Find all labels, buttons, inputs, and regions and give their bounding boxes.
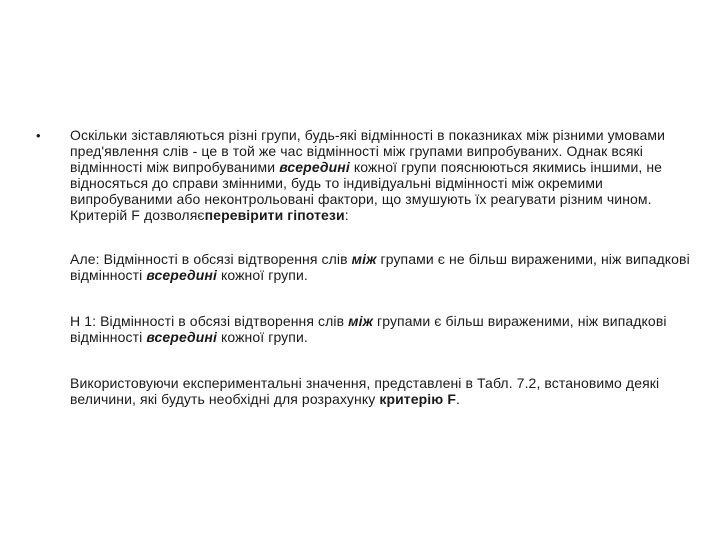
intro-colon: : [344,207,349,223]
paragraph-null-hypothesis [70,251,690,283]
h1-text-2: групами є більш вираженими, ніж випадкові відмінності [70,313,667,345]
intro-text: Оскільки зіставляються різні групи, будь-які відмінності в показниках між різними умовами пред'явлення слів - це в той же час відмінності між групами випробуваних. Однак всякі відмінності між випробуваними [70,127,666,175]
emphasis-within: всередині [279,159,350,175]
h0-text-1: Але: Відмінності в обсязі відтворення слів [70,251,352,267]
intro-text-continued: кожної групи пояснюються якимись іншими, не відносяться до справи змінними, будь то індивідуальні відмінності між окремими випробуваними або неконтрольовані фактори, що змушують їх реагувати різним чином. Критерій F дозволяє [70,159,663,223]
paragraph-intro [70,127,690,223]
h1-emphasis-within: всередині [146,329,217,345]
h0-text-3: кожної групи. [216,267,308,283]
h1-emphasis-between: між [348,313,374,329]
paragraph-calculation [70,375,690,407]
paragraph-alt-hypothesis [70,313,690,345]
h0-emphasis-between: між [351,251,377,267]
h0-text-2: групами є не більш вираженими, ніж випадкові відмінності [70,251,690,283]
h0-emphasis-within: всередині [146,267,217,283]
emphasis-f-criterion: критерію F [379,391,456,407]
calc-text-2: . [456,391,460,407]
emphasis-test-hypotheses: перевірити гіпотези [204,207,345,223]
bullet-marker: • [36,128,41,143]
h1-text-3: кожної групи. [216,329,308,345]
calc-text-1: Використовуючи експериментальні значення, представлені в Табл. 7.2, встановимо деякі величини, які будуть необхідні для розрахунку [70,375,660,407]
h1-text-1: Н 1: Відмінності в обсязі відтворення слів [70,313,349,329]
